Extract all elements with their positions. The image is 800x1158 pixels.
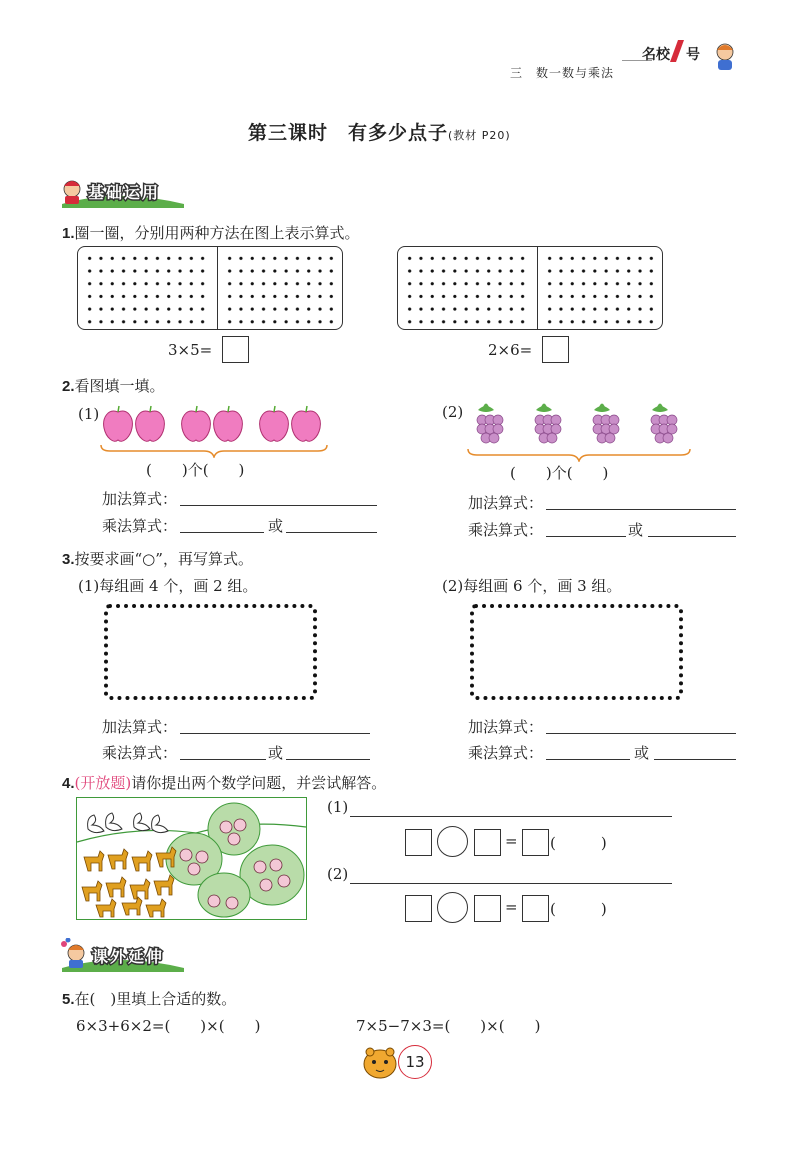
textbook-reference: (教材 P20) bbox=[448, 129, 511, 142]
q1-prompt: 1.圈一圈，分别用两种方法在图上表示算式。 bbox=[62, 224, 360, 242]
q4-scene-illustration bbox=[76, 797, 307, 920]
tiger-mascot-icon bbox=[360, 1044, 400, 1080]
q2-mul-line-left-2[interactable] bbox=[286, 532, 377, 533]
logo-text: 名校 bbox=[642, 47, 670, 63]
q2-mul-line-right-2[interactable] bbox=[648, 536, 736, 537]
q2-add-line-left[interactable] bbox=[180, 505, 377, 506]
q3-or-left: 或 bbox=[268, 744, 284, 762]
q1-answer-box-b[interactable] bbox=[542, 336, 569, 363]
q2-or-right: 或 bbox=[628, 521, 644, 539]
q1-dot-panel-left[interactable] bbox=[77, 246, 343, 330]
dot-grid bbox=[224, 252, 338, 326]
q4-sub2-label: (2) bbox=[327, 865, 349, 883]
q1-expr-a: 3×5= bbox=[168, 341, 213, 359]
q4-eq2-unit[interactable]: ( ) bbox=[550, 900, 607, 918]
section-extend-title: 课外延伸 bbox=[92, 947, 165, 966]
q2-brace-left bbox=[100, 444, 328, 458]
q4-eq1-operand-b[interactable] bbox=[474, 829, 501, 856]
q4-eq1-operand-a[interactable] bbox=[405, 829, 432, 856]
logo-num: 号 bbox=[686, 47, 700, 63]
q3-add-label-left: 加法算式： bbox=[102, 718, 178, 736]
q4-eq2-equals: = bbox=[505, 898, 518, 916]
q3-or-right: 或 bbox=[634, 744, 650, 762]
q2-mul-line-left-1[interactable] bbox=[180, 532, 264, 533]
q4-eq1-unit[interactable]: ( ) bbox=[550, 834, 607, 852]
q4-eq1-equals: = bbox=[505, 832, 518, 850]
q2-add-label-right: 加法算式： bbox=[468, 494, 544, 512]
section-basic-title: 基础运用 bbox=[88, 183, 161, 202]
q3-mul-line-left-2[interactable] bbox=[286, 759, 370, 760]
q1-expr-b: 2×6= bbox=[488, 341, 533, 359]
q3-draw-area-left[interactable] bbox=[104, 604, 317, 700]
q3-mul-label-left: 乘法算式： bbox=[102, 744, 178, 762]
q4-eq2-operand-a[interactable] bbox=[405, 895, 432, 922]
grapes-illustration bbox=[470, 400, 690, 450]
dot-grid bbox=[544, 252, 658, 326]
q3-mul-line-right-1[interactable] bbox=[546, 759, 630, 760]
q4-eq2-operand-b[interactable] bbox=[474, 895, 501, 922]
q4-eq1-result[interactable] bbox=[522, 829, 549, 856]
q2-mul-label-right: 乘法算式： bbox=[468, 521, 544, 539]
q2-prompt: 2.看图填一填。 bbox=[62, 377, 165, 395]
q1-answer-box-a[interactable] bbox=[222, 336, 249, 363]
q2-or-left: 或 bbox=[268, 517, 284, 535]
q3-mul-line-left-1[interactable] bbox=[180, 759, 266, 760]
q2-sub1-label: (1) bbox=[78, 405, 100, 423]
q3-mul-label-right: 乘法算式： bbox=[468, 744, 544, 762]
q5-expr-a[interactable]: 6×3+6×2=( )×( ) bbox=[76, 1017, 261, 1035]
page-number: 13 bbox=[398, 1045, 432, 1079]
q3-sub1: (1)每组画 4 个，画 2 组。 bbox=[78, 577, 258, 595]
section-extend-banner bbox=[58, 938, 188, 972]
q4-eq1-operator[interactable] bbox=[437, 826, 468, 857]
q2-sub2-label: (2) bbox=[442, 403, 464, 421]
dot-grid bbox=[404, 252, 529, 326]
section-basic-banner bbox=[58, 178, 188, 208]
q2-brace-right bbox=[467, 448, 691, 462]
q2-count-right[interactable]: ( )个( ) bbox=[510, 464, 609, 482]
q3-sub2: (2)每组画 6 个，画 3 组。 bbox=[442, 577, 622, 595]
q2-add-line-right[interactable] bbox=[546, 509, 736, 510]
q2-add-label-left: 加法算式： bbox=[102, 490, 178, 508]
panel-divider bbox=[537, 247, 538, 329]
panel-divider bbox=[217, 247, 218, 329]
page-title: 第三课时 有多少点子(教材 P20) bbox=[248, 122, 511, 144]
q3-add-line-right[interactable] bbox=[546, 733, 736, 734]
apples-illustration bbox=[100, 404, 330, 444]
q5-expr-b[interactable]: 7×5−7×3=( )×( ) bbox=[356, 1017, 541, 1035]
dot-grid bbox=[84, 252, 209, 326]
logo-slash-icon bbox=[670, 40, 684, 62]
q2-count-left[interactable]: ( )个( ) bbox=[146, 461, 245, 479]
q3-prompt: 3.按要求画“○”，再写算式。 bbox=[62, 550, 253, 568]
open-question-tag: (开放题) bbox=[74, 774, 132, 792]
q1-dot-panel-right[interactable] bbox=[397, 246, 663, 330]
q4-question-line-1[interactable] bbox=[350, 816, 672, 817]
q4-eq2-operator[interactable] bbox=[437, 892, 468, 923]
q4-prompt: 4.(开放题)请你提出两个数学问题，并尝试解答。 bbox=[62, 774, 387, 792]
q4-eq2-result[interactable] bbox=[522, 895, 549, 922]
q3-add-label-right: 加法算式： bbox=[468, 718, 544, 736]
q2-mul-line-right-1[interactable] bbox=[546, 536, 626, 537]
mascot-boy-icon bbox=[708, 40, 742, 74]
q5-prompt: 5.在( )里填上合适的数。 bbox=[62, 990, 237, 1008]
q2-mul-label-left: 乘法算式： bbox=[102, 517, 178, 535]
q3-add-line-left[interactable] bbox=[180, 733, 370, 734]
q4-question-line-2[interactable] bbox=[350, 883, 672, 884]
chapter-label: 三 数一数与乘法 bbox=[510, 66, 615, 80]
q3-mul-line-right-2[interactable] bbox=[654, 759, 736, 760]
q4-sub1-label: (1) bbox=[327, 798, 349, 816]
q3-draw-area-right[interactable] bbox=[470, 604, 683, 700]
